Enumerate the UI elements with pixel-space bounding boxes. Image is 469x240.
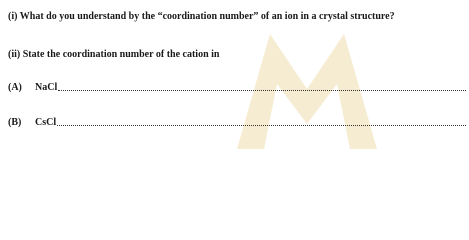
answer-line-a[interactable] <box>58 90 466 91</box>
answer-row-a <box>8 82 466 94</box>
option-b-compound: CsCl <box>35 117 57 128</box>
question-2-text: (ii) State the coordination number of the cation in <box>8 49 220 60</box>
question-1-text: (i) What do you understand by the “coordination number” of an ion in a crystal structure? <box>8 11 395 22</box>
option-a-label: (A) <box>8 82 22 93</box>
answer-row-b <box>8 117 466 129</box>
option-a-compound: NaCl <box>35 82 58 93</box>
option-b-label: (B) <box>8 117 22 128</box>
answer-line-b[interactable] <box>57 125 466 126</box>
